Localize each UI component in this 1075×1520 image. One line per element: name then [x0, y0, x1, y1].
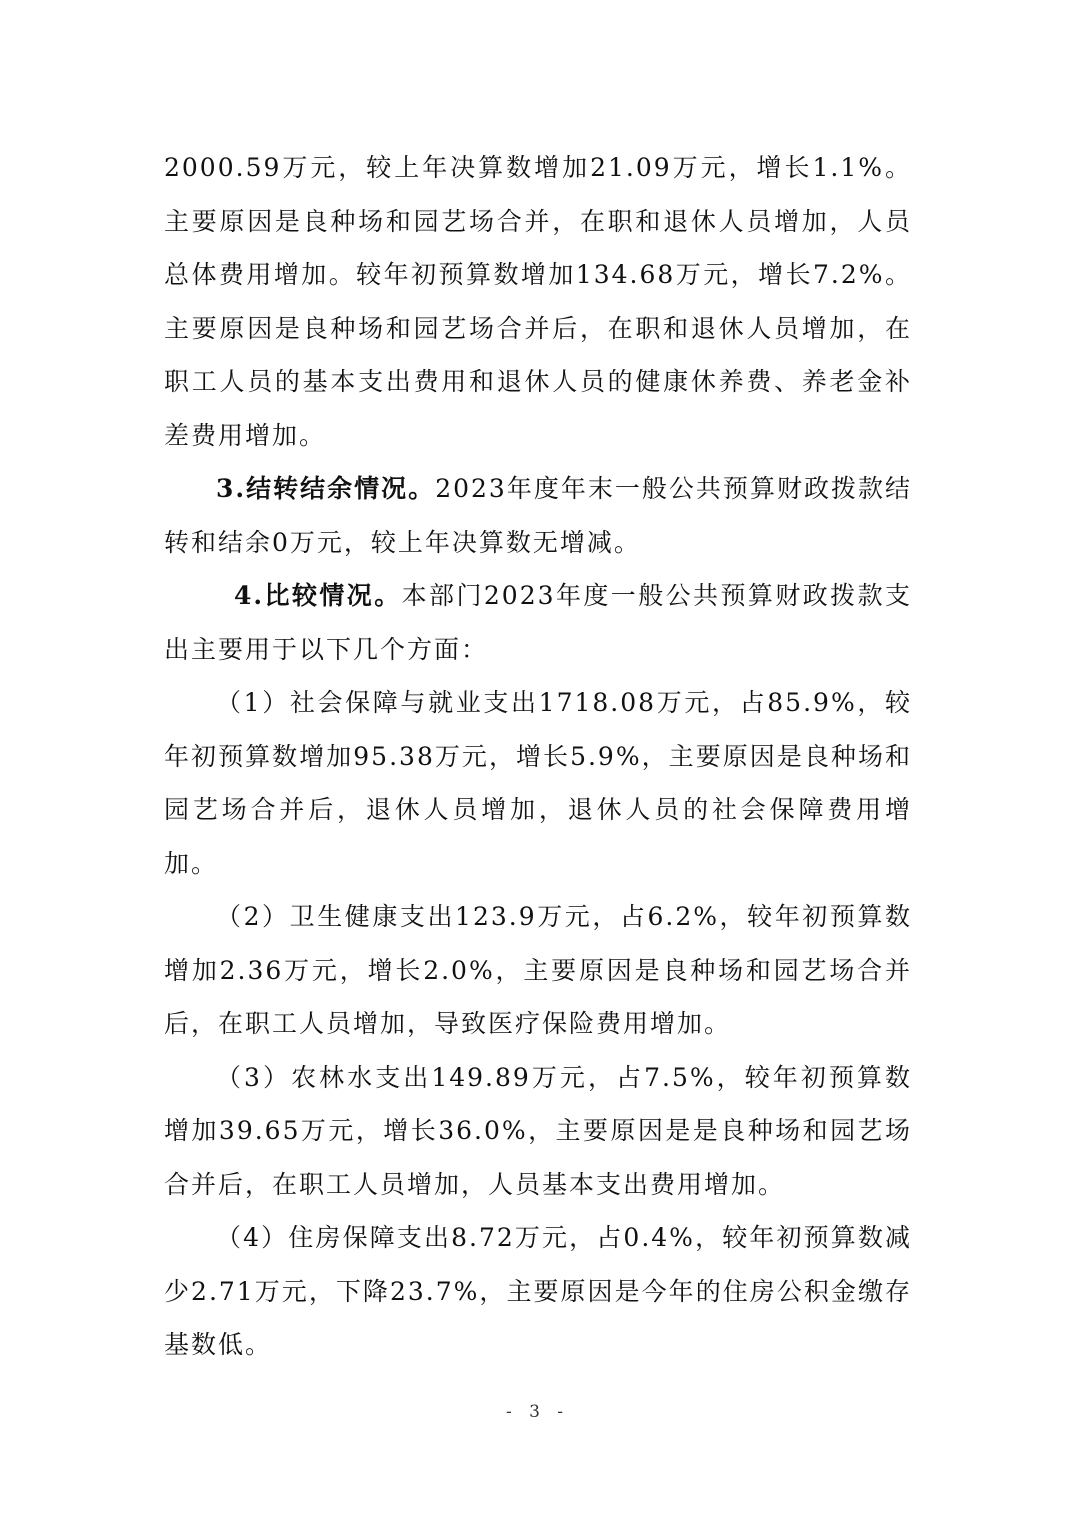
page-number: - 3 - [505, 1402, 570, 1422]
section-heading-comparison: 4.比较情况。 [234, 581, 402, 610]
paragraph-carryover-balance [164, 462, 912, 569]
paragraph-text: （3）农林水支出149.89万元，占7.5%，较年初预算数增加39.65万元，增长36.0%，主要原因是是良种场和园艺场合并后，在职工人员增加，人员基本支出费用增加。 [164, 1062, 912, 1199]
paragraph-text: 本部门2023年度一般公共预算财政拨款支出主要用于以下几个方面： [164, 581, 913, 664]
paragraph-personnel-expense [164, 141, 912, 462]
paragraph-text: （1）社会保障与就业支出1718.08万元，占85.9%，较年初预算数增加95.38万元，增长5.9%，主要原因是良种场和园艺场合并后，退休人员增加，退休人员的社会保障费用增加。 [164, 688, 912, 878]
section-heading-carryover: 3.结转结余情况。 [216, 474, 436, 503]
paragraph-item-housing [164, 1211, 912, 1372]
paragraph-item-social-security [164, 676, 912, 890]
paragraph-item-agriculture [164, 1051, 912, 1212]
paragraph-comparison [164, 569, 912, 676]
document-body [164, 141, 912, 1372]
paragraph-text: （4）住房保障支出8.72万元，占0.4%，较年初预算数减少2.71万元，下降23.7%，主要原因是今年的住房公积金缴存基数低。 [164, 1223, 912, 1359]
paragraph-item-health [164, 890, 912, 1051]
paragraph-text: 2000.59万元，较上年决算数增加21.09万元，增长1.1%。主要原因是良种场和园艺场合并，在职和退休人员增加，人员总体费用增加。较年初预算数增加134.68万元，增长7.2%。主要原因是良种场和园艺场合并后，在职和退休人员增加，在职工人员的基本支出费用和退休人员的健康休养费、养老金补差费用增加。 [164, 153, 912, 450]
paragraph-text: 2023年度年末一般公共预算财政拨款结转和结余0万元，较上年决算数无增减。 [164, 474, 913, 557]
paragraph-text: （2）卫生健康支出123.9万元，占6.2%，较年初预算数增加2.36万元，增长2.0%，主要原因是良种场和园艺场合并后，在职工人员增加，导致医疗保险费用增加。 [164, 902, 912, 1038]
